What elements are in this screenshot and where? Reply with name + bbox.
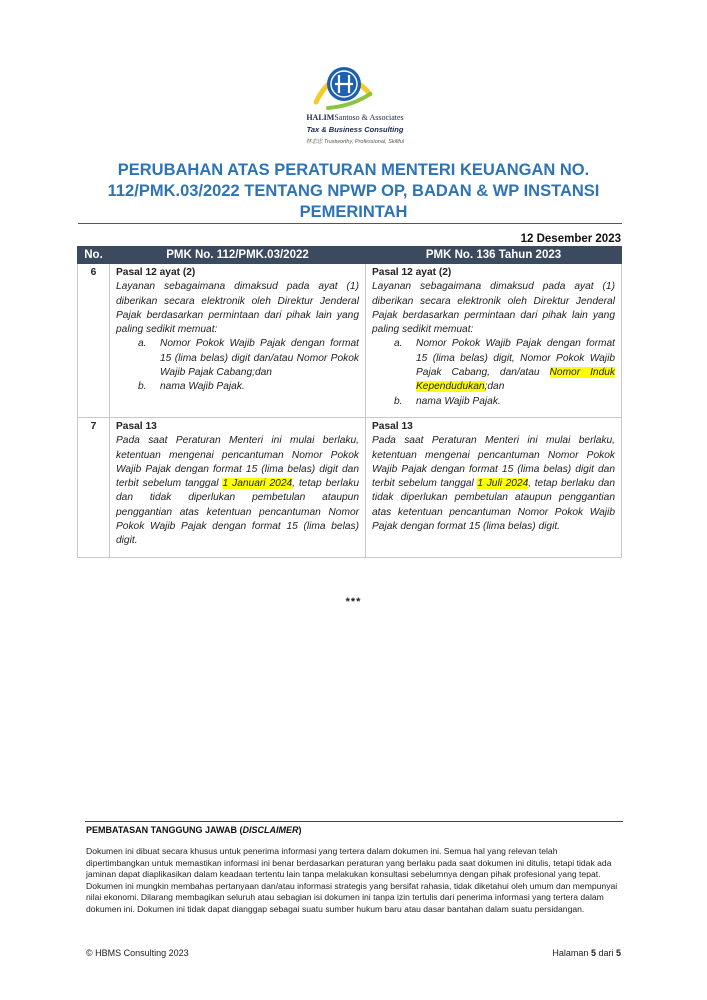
pasal-body: Pada saat Peraturan Menteri ini mulai berlaku, ketentuan mengenai pencantuman Nomor Pokok Wajib Pajak dengan format 15 (lima belas) digit dan terbit sebelum tanggal 1 Januari 2024, tetap berlaku dan tidak diperlukan pembetulan ataupun penggantian atas ketentuan pencantuman Nomor Pokok Wajib Pajak dengan format 15 (lima belas) digit. [116,435,360,547]
table-header-row [78,247,622,264]
pasal-heading: Pasal 13 [372,420,413,432]
table-row [78,264,622,418]
row-number: 6 [78,264,110,418]
list-item: a. Nomor Pokok Wajib Pajak dengan format 15 (lima belas) digit, Nomor Pokok Wajib Pajak Cabang, dan/atau Nomor Induk Kependudukan;dan [394,338,615,393]
logo-company-name: HALIMSantoso & Associates [306,113,404,122]
header-new-regulation: PMK No. 136 Tahun 2023 [366,247,622,264]
highlighted-change: 1 Januari 2024 [222,478,293,490]
document-date: 12 Desember 2023 [520,233,621,245]
pasal-list [116,337,359,394]
footer-copyright: © HBMS Consulting 2023 [86,948,189,958]
footer-page-number: Halaman 5 dari 5 [552,948,621,958]
old-regulation-cell [110,264,366,418]
old-regulation-cell [110,417,366,557]
disclaimer-text: Dokumen ini dibuat secara khusus untuk penerima informasi yang tertera dalam dokumen ini. Semua hal yang relevan telah dipertimbangkan untuk memastikan informasi ini benar berdasarkan peraturan yang berlaku pada saat dokumen ini ditulis, tetapi tidak ada jaminan dapat diaplikasikan dalam keadaan tertentu lain tanpa melakukan konsultasi sebelumnya dengan pihak profesional yang tepat. Dokumen ini mungkin membahas pertanyaan dan/atau informasi strategis yang bersifat rahasia, tidak diketahui oleh umum dan mempunyai nilai ekonomi. Dilarang membagikan seluruh atau sebagian isi dokumen ini tanpa izin tertulis dari penerima informasi yang tertera dalam dokumen ini. Dokumen ini tidak dapat dianggap sebagai suatu sumber hukum baru atau dasar bantahan dalam suatu persidangan. [86,846,618,914]
comparison-table [77,246,622,558]
new-regulation-cell [366,264,622,418]
row-number: 7 [78,417,110,557]
document-title: PERUBAHAN ATAS PERATURAN MENTERI KEUANGAN NO. 112/PMK.03/2022 TENTANG NPWP OP, BADAN & WP INSTANSI PEMERINTAH [107,161,600,221]
hbms-logo-icon [308,50,378,112]
pasal-heading: Pasal 12 ayat (2) [372,267,452,278]
disclaimer-title: PEMBATASAN TANGGUNG JAWAB (DISCLAIMER) [86,825,302,835]
header-old-regulation: PMK No. 112/PMK.03/2022 [110,247,366,264]
pasal-body: Layanan sebagaimana dimaksud pada ayat (1) diberikan secara elektronik oleh Direktur Jenderal Pajak berdasarkan permintaan dari pihak lain yang paling sedikit memuat: [116,281,359,336]
highlighted-change: Nomor Induk Kependudukan [416,367,615,393]
pasal-heading: Pasal 13 [116,420,157,432]
new-regulation-cell [366,417,622,557]
pasal-list [372,337,615,408]
title-divider [78,223,622,224]
pasal-heading: Pasal 12 ayat (2) [116,267,196,278]
section-separator: *** [345,596,362,608]
list-item: b. nama Wajib Pajak. [394,395,501,407]
pasal-body: Pada saat Peraturan Menteri ini mulai berlaku, ketentuan mengenai pencantuman Nomor Pokok Wajib Pajak dengan format 15 (lima belas) digit dan terbit sebelum tanggal 1 Juli 2024, tetap berlaku dan tidak diperlukan pembetulan ataupun penggantian atas ketentuan pencantuman Nomor Pokok Wajib Pajak dengan format 15 (lima belas) digit. [372,435,615,533]
table-row [78,417,622,557]
company-logo [280,50,430,150]
disclaimer-divider [85,821,623,822]
header-no: No. [78,247,110,264]
logo-subtitle: Tax & Business Consulting [306,125,404,134]
list-item: a. Nomor Pokok Wajib Pajak dengan format 15 (lima belas) digit dan/atau Nomor Pokok Wajib Pajak Cabang;dan [138,338,359,379]
logo-tagline: 林志忠 Trustworthy, Professional, Skillful [305,139,405,145]
list-item: b. nama Wajib Pajak. [138,381,245,393]
pasal-body: Layanan sebagaimana dimaksud pada ayat (1) diberikan secara elektronik oleh Direktur Jenderal Pajak berdasarkan permintaan dari pihak lain yang paling sedikit memuat: [372,281,615,336]
highlighted-change: 1 Juli 2024 [477,478,529,490]
